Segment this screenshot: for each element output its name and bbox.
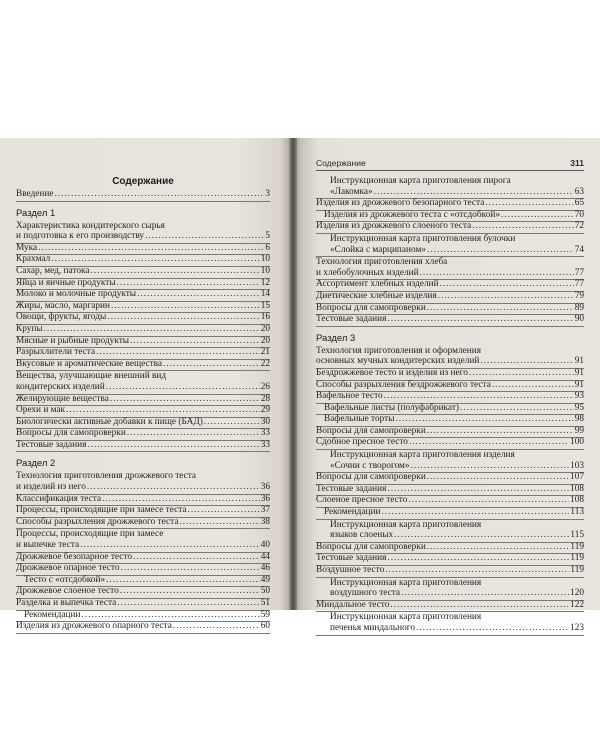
toc-entry-title: Введение bbox=[16, 189, 54, 199]
toc-entry-title: Способы разрыхления бездрожжевого теста bbox=[316, 379, 491, 390]
dot-leader bbox=[110, 394, 260, 406]
section-heading: Раздел 2 bbox=[16, 458, 56, 470]
dot-leader bbox=[80, 540, 260, 552]
toc-entry[interactable] bbox=[316, 624, 584, 636]
toc-entry-page: 108 bbox=[570, 495, 584, 506]
running-head bbox=[316, 158, 584, 171]
toc-entry-title: Орехи и мак bbox=[16, 405, 66, 416]
toc-entry-page: 107 bbox=[570, 472, 584, 483]
toc-entry-title: Тесто с «отсдобкой» bbox=[24, 574, 106, 585]
dot-leader bbox=[427, 542, 570, 554]
toc-entry-page: 63 bbox=[574, 186, 584, 197]
dot-leader bbox=[66, 405, 260, 417]
dot-leader bbox=[51, 254, 259, 266]
toc-entry-title: Вафельные листы (полуфабрикат) bbox=[324, 402, 459, 413]
toc-entry-title: Изделия из дрожжевого слоеного теста bbox=[316, 221, 472, 232]
toc-entry-page: 22 bbox=[260, 358, 270, 369]
toc-entry-page: 98 bbox=[574, 414, 584, 425]
dot-leader bbox=[420, 268, 574, 280]
toc-entry-title: Дрожжевое безопарное тесто bbox=[16, 551, 132, 562]
dot-leader bbox=[38, 243, 264, 255]
dot-leader bbox=[395, 414, 573, 426]
toc-entry-title: Процессы, происходящие при замесе теста bbox=[16, 505, 187, 516]
toc-entry-page: 103 bbox=[570, 460, 584, 471]
toc-entry-title: Вещества, улучшающие внешний вид bbox=[16, 371, 167, 382]
dot-leader bbox=[427, 472, 569, 484]
toc-entry-page: 40 bbox=[260, 540, 270, 551]
dot-leader bbox=[130, 336, 260, 348]
toc-entry-page: 100 bbox=[570, 437, 584, 448]
toc-entry-page: 44 bbox=[260, 551, 270, 562]
dot-leader bbox=[120, 586, 260, 598]
toc-entry-title: Жиры, масло, маргарин bbox=[16, 300, 110, 311]
toc-entry-title: Рекомендации bbox=[324, 507, 381, 518]
toc-entry-title: Диетические хлебные изделия bbox=[316, 290, 437, 301]
toc-entry-title: «Слойка с марципаном» bbox=[330, 244, 427, 255]
toc-entry-page: 21 bbox=[260, 347, 270, 358]
toc-entry-title: Тестовые задания bbox=[316, 314, 387, 325]
toc-entry-page: 119 bbox=[570, 565, 584, 575]
toc-entry-title: Способы разрыхления дрожжевого теста bbox=[16, 516, 179, 527]
toc-entry-title: Крахмал bbox=[16, 254, 51, 265]
dot-leader bbox=[485, 198, 573, 210]
contents-title: Содержание bbox=[112, 176, 174, 187]
toc-entry-title: Инструкционная карта приготовления пирога bbox=[330, 176, 511, 186]
dot-leader bbox=[145, 231, 264, 243]
dot-leader bbox=[44, 324, 260, 336]
toc-entry[interactable] bbox=[16, 360, 270, 372]
toc-entry[interactable] bbox=[316, 246, 584, 258]
toc-entry-title: Ассортимент хлебных изделий bbox=[316, 279, 439, 290]
toc-entry-page: 91 bbox=[574, 356, 584, 367]
left-toc-column bbox=[16, 190, 270, 634]
dot-leader bbox=[127, 428, 260, 440]
toc-entry[interactable] bbox=[316, 508, 584, 520]
dot-leader bbox=[411, 461, 569, 473]
toc-entry[interactable] bbox=[316, 222, 584, 234]
toc-entry-page: 90 bbox=[574, 314, 584, 325]
toc-entry[interactable] bbox=[316, 315, 584, 327]
toc-entry-page: 20 bbox=[260, 323, 270, 334]
toc-entry-title: и хлебобулочных изделий bbox=[316, 267, 419, 278]
toc-entry-title: «Сочни с творогом» bbox=[330, 460, 410, 471]
dot-leader bbox=[440, 279, 574, 291]
toc-entry-page: 95 bbox=[574, 402, 584, 413]
toc-entry[interactable] bbox=[316, 601, 584, 613]
toc-entry-title: Вафельное тесто bbox=[316, 391, 383, 402]
toc-entry-title: Молоко и молочные продукты bbox=[16, 289, 137, 300]
toc-entry-title: Дрожжевое опарное тесто bbox=[16, 563, 120, 574]
toc-entry-title: Овощи, фрукты, ягоды bbox=[16, 312, 107, 323]
toc-entry-title: Классификация теста bbox=[16, 493, 102, 504]
dot-leader bbox=[387, 553, 569, 565]
toc-entry-title: печенья миндального bbox=[330, 622, 415, 633]
toc-entry-title: Характеристика кондитерского сырья bbox=[16, 220, 165, 231]
toc-entry-page: 51 bbox=[260, 598, 270, 608]
toc-entry-title: и изделий из него bbox=[16, 482, 86, 493]
toc-entry-page: 65 bbox=[574, 198, 584, 209]
toc-entry-title: Вопросы для самопроверки bbox=[16, 428, 126, 439]
toc-entry-page: 77 bbox=[574, 267, 584, 278]
toc-entry-title: Сахар, мед, патока bbox=[16, 265, 90, 276]
toc-entry-title: Вопросы для самопроверки bbox=[316, 472, 426, 483]
dot-leader bbox=[133, 552, 260, 564]
dot-leader bbox=[102, 494, 260, 506]
toc-entry-page: 119 bbox=[570, 541, 584, 552]
dot-leader bbox=[81, 610, 259, 622]
toc-entry-page: 6 bbox=[265, 242, 270, 253]
dot-leader bbox=[385, 565, 569, 577]
toc-entry-page: 3 bbox=[265, 189, 270, 199]
dot-leader bbox=[394, 530, 569, 542]
toc-entry-title: Изделия из дрожжевого опарного теста bbox=[16, 621, 172, 632]
toc-entry-title: Мука bbox=[16, 242, 38, 253]
toc-entry-title: Инструкционная карта приготовления bbox=[330, 519, 482, 530]
toc-entry[interactable] bbox=[16, 622, 270, 634]
toc-entry-title: Тестовые задания bbox=[16, 439, 87, 450]
toc-entry-title: основных мучных кондитерских изделий bbox=[316, 356, 480, 367]
toc-entry-title: Вкусовые и ароматические вещества bbox=[16, 358, 163, 369]
dot-leader bbox=[107, 312, 259, 324]
dot-leader bbox=[480, 356, 573, 368]
toc-entry[interactable] bbox=[16, 190, 270, 202]
toc-entry-title: Вафельные торты bbox=[324, 414, 395, 425]
dot-leader bbox=[204, 417, 260, 429]
toc-entry-title: Изделия из дрожжевого теста с «отсдобкой» bbox=[324, 209, 500, 220]
dot-leader bbox=[188, 505, 260, 517]
toc-entry[interactable] bbox=[16, 518, 270, 530]
dot-leader bbox=[54, 189, 264, 201]
toc-entry-page: 91 bbox=[574, 367, 584, 378]
toc-entry-page: 38 bbox=[260, 516, 270, 527]
toc-entry-title: и подготовка к его производству bbox=[16, 231, 145, 242]
dot-leader bbox=[409, 437, 569, 449]
dot-leader bbox=[387, 484, 569, 496]
toc-entry-page: 46 bbox=[260, 563, 270, 574]
toc-entry-title: Разделка и выпечка теста bbox=[16, 598, 117, 608]
dot-leader bbox=[106, 382, 260, 394]
page-number: 311 bbox=[570, 158, 584, 168]
running-head-title: Содержание bbox=[316, 158, 366, 168]
toc-entry[interactable] bbox=[316, 438, 584, 450]
toc-entry-title: Яйца и яичные продукты bbox=[16, 277, 116, 288]
toc-entry-page: 74 bbox=[574, 244, 584, 255]
toc-entry-page: 10 bbox=[260, 254, 270, 265]
dot-leader bbox=[501, 210, 574, 222]
dot-leader bbox=[438, 291, 574, 303]
dot-leader bbox=[401, 588, 569, 600]
toc-entry-page: 120 bbox=[570, 588, 584, 599]
toc-entry-title: Слоеное пресное тесто bbox=[316, 495, 408, 506]
toc-entry-page: 15 bbox=[260, 300, 270, 311]
dot-leader bbox=[96, 347, 260, 359]
toc-entry-title: Тестовые задания bbox=[316, 553, 387, 564]
toc-entry-page: 122 bbox=[570, 599, 584, 610]
toc-entry-page: 16 bbox=[260, 312, 270, 323]
toc-entry-title: Воздушное тесто bbox=[316, 565, 385, 575]
right-toc-column bbox=[316, 176, 584, 636]
toc-entry-page: 36 bbox=[260, 482, 270, 493]
dot-leader bbox=[460, 403, 574, 415]
toc-entry-page: 20 bbox=[260, 335, 270, 346]
section-heading: Раздел 3 bbox=[316, 332, 356, 344]
dot-leader bbox=[374, 187, 574, 199]
toc-entry-page: 77 bbox=[574, 279, 584, 290]
toc-entry-page: 70 bbox=[574, 209, 584, 220]
toc-entry-title: Технология приготовления хлеба bbox=[316, 257, 448, 268]
toc-entry-page: 60 bbox=[260, 621, 270, 632]
toc-entry-title: Дрожжевое слоеное тесто bbox=[16, 586, 119, 597]
dot-leader bbox=[91, 266, 260, 278]
toc-entry-title: Инструкционная карта приготовления булочки bbox=[330, 233, 516, 244]
toc-entry-title: языков слоеных bbox=[330, 530, 394, 541]
dot-leader bbox=[117, 598, 259, 610]
toc-entry[interactable] bbox=[16, 441, 270, 453]
toc-entry-title: Тестовые задания bbox=[316, 483, 387, 494]
dot-leader bbox=[384, 391, 574, 403]
toc-entry-page: 108 bbox=[570, 483, 584, 494]
dot-leader bbox=[87, 440, 259, 452]
dot-leader bbox=[390, 600, 569, 612]
toc-entry-page: 79 bbox=[574, 290, 584, 301]
toc-entry-title: Вопросы для самопроверки bbox=[316, 302, 426, 313]
dot-leader bbox=[111, 301, 260, 313]
dot-leader bbox=[416, 623, 569, 635]
toc-entry-title: Рекомендации bbox=[24, 609, 81, 620]
toc-entry-page: 99 bbox=[574, 425, 584, 436]
toc-entry-title: воздушного теста bbox=[330, 588, 401, 599]
toc-entry-page: 49 bbox=[260, 574, 270, 585]
dot-leader bbox=[106, 575, 260, 587]
toc-entry[interactable] bbox=[316, 566, 584, 578]
dot-leader bbox=[427, 245, 574, 257]
toc-entry-title: Инструкционная карта приготовления bbox=[330, 577, 482, 588]
toc-entry-page: 59 bbox=[260, 609, 270, 620]
toc-entry-page: 30 bbox=[260, 416, 270, 427]
dot-leader bbox=[87, 482, 260, 494]
toc-entry-title: Мясные и рыбные продукты bbox=[16, 335, 130, 346]
dot-leader bbox=[179, 517, 259, 529]
dot-leader bbox=[469, 368, 574, 380]
dot-leader bbox=[492, 380, 574, 392]
dot-leader bbox=[173, 621, 260, 633]
toc-entry-page: 5 bbox=[265, 231, 270, 242]
toc-entry-page: 37 bbox=[260, 505, 270, 516]
toc-entry-page: 36 bbox=[260, 493, 270, 504]
dot-leader bbox=[121, 563, 260, 575]
book-spread bbox=[0, 138, 600, 633]
toc-entry-title: Вопросы для самопроверки bbox=[316, 425, 426, 436]
toc-entry-title: Инструкционная карта приготовления изделия bbox=[330, 450, 515, 461]
toc-entry-page: 119 bbox=[570, 553, 584, 564]
toc-entry-title: Инструкционная карта приготовления bbox=[330, 612, 482, 623]
toc-entry-title: Разрыхлители теста bbox=[16, 347, 96, 358]
toc-entry-title: Сдобное пресное тесто bbox=[316, 437, 408, 448]
toc-entry-page: 93 bbox=[574, 391, 584, 402]
toc-entry-page: 12 bbox=[260, 277, 270, 288]
dot-leader bbox=[408, 495, 569, 507]
toc-entry-page: 29 bbox=[260, 405, 270, 416]
section-heading: Раздел 1 bbox=[16, 207, 56, 219]
dot-leader bbox=[381, 507, 569, 519]
toc-entry-page: 10 bbox=[260, 265, 270, 276]
dot-leader bbox=[163, 359, 260, 371]
toc-entry-title: «Лакомка» bbox=[330, 186, 373, 197]
toc-entry-page: 72 bbox=[574, 221, 584, 232]
toc-entry-title: Бездрожжевое тесто и изделия из него bbox=[316, 367, 468, 378]
dot-leader bbox=[137, 289, 260, 301]
toc-entry-title: Процессы, происходящие при замесе bbox=[16, 529, 164, 540]
toc-entry-title: Технология приготовления дрожжевого теста bbox=[16, 471, 197, 482]
toc-entry-page: 89 bbox=[574, 302, 584, 313]
toc-entry-page: 50 bbox=[260, 586, 270, 597]
dot-leader bbox=[427, 303, 574, 315]
toc-entry-title: Вопросы для самопроверки bbox=[316, 541, 426, 552]
dot-leader bbox=[117, 278, 260, 290]
dot-leader bbox=[472, 221, 574, 233]
toc-entry-title: Технология приготовления и оформления bbox=[316, 345, 482, 356]
toc-entry-page: 28 bbox=[260, 393, 270, 404]
toc-entry-title: Крупы bbox=[16, 323, 43, 334]
toc-entry-title: Желирующие вещества bbox=[16, 393, 109, 404]
toc-entry-title: кондитерских изделий bbox=[16, 381, 105, 392]
toc-entry-title: Изделия из дрожжевого безопарного теста bbox=[316, 198, 485, 209]
toc-entry-page: 91 bbox=[574, 379, 584, 390]
toc-entry-title: Биологически активные добавки к пище (БАД) bbox=[16, 416, 203, 427]
toc-entry-page: 113 bbox=[570, 507, 584, 518]
toc-entry-page: 33 bbox=[260, 439, 270, 450]
dot-leader bbox=[387, 314, 573, 326]
toc-entry-page: 26 bbox=[260, 381, 270, 392]
toc-entry-title: Миндальное тесто bbox=[316, 599, 390, 610]
toc-entry-page: 123 bbox=[570, 622, 584, 633]
toc-entry-page: 115 bbox=[570, 530, 584, 541]
toc-entry-page: 14 bbox=[260, 289, 270, 300]
book-gutter bbox=[289, 138, 297, 610]
toc-entry-page: 33 bbox=[260, 428, 270, 439]
toc-entry-title: и выпечке теста bbox=[16, 540, 80, 551]
dot-leader bbox=[427, 426, 574, 438]
